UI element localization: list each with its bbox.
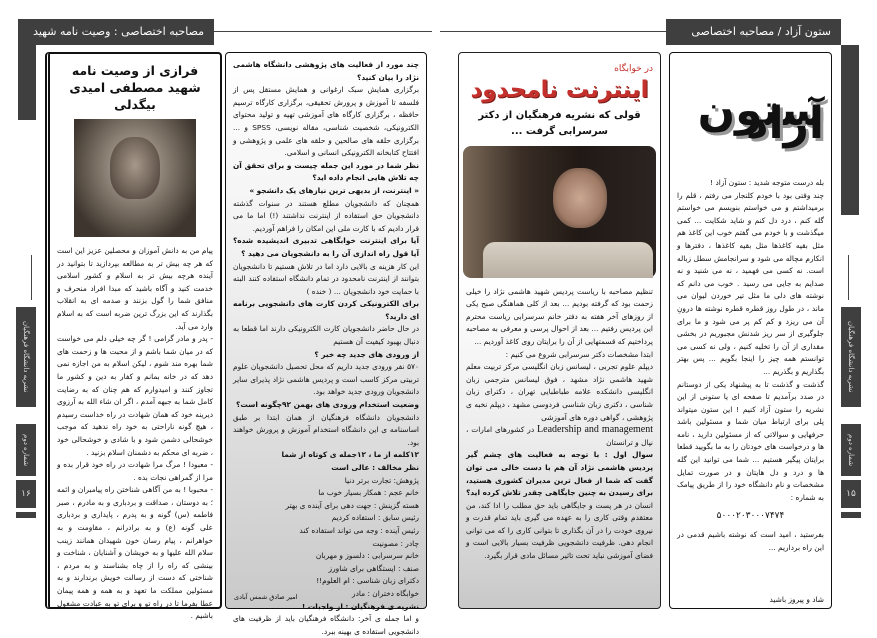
tab-text: شماره دوم [847, 433, 855, 467]
feature-paragraph: انسان در هر پست و جایگاهی باید حق مطلب را ادا کند، من معتقدم وقتی کاری را به عهده می گیری باید تمام قدرت و نیروی خودت را در آن بگذاری تا بتوانی کاری را که می توانی انجام دهی. ظرفیت دانشجویی ظرفیت بسیار بالایی است و فضای آموزشی نباید تحت تاثیر مسائل مادی قرار بگیرد. [466, 500, 653, 561]
interview-question: « اینترنت، از بدیهی ترین نیازهای یک دانشجو » [249, 185, 419, 195]
interview-photo-icon [463, 146, 656, 278]
feature-paragraph: دیپلم علوم تجربی ، لیسانس زبان انگلیسی مرکز تربیت معلم شهید هاشمی نژاد مشهد ، فوق لیسانس مترجمی زبان انگلیسی دانشکده علامه طباطبایی تهران ، دکترای زبان شناسی ، دکتری زبان شناسی فردوسی مشهد ، دیپلم نخبه ی پژوهشی ، گواهی دوره های آموزشی [466, 362, 653, 422]
feature-column [458, 52, 661, 609]
logo-text: ستون آزاد [697, 85, 824, 149]
page-number-text: ۱۵ [846, 489, 856, 499]
feature-text: در کشورهای امارات ، نپال و ترانستان [466, 425, 653, 447]
side-strip-left-top [18, 45, 36, 120]
side-rule-right [848, 255, 849, 300]
feature-paragraph: ابتدا مشخصات دکتر سرسرابی شروع می کنیم : [505, 349, 653, 359]
interview-answer: دانشجویان دانشگاه فرهنگیان از همان ابتدا بر طبق اساسنامه ی این دانشگاه استخدام آموزش و پرورش خواهند بود. [233, 412, 419, 447]
interview-continued-column [225, 52, 427, 636]
editorial-column [669, 52, 832, 609]
interview-answer: خوابگاه دختران : مادر [352, 588, 419, 598]
side-strip-right-top [841, 45, 859, 215]
editorial-paragraph: چند وقتی بود با خودم کلنجار می رفتم ، قلم را برمیداشتم و می خواستم بنویسم می خواستم گله کنم ، درد دل کنم و شاید شکایت ... کمی میگذشت و با خودم می گفتم خوب این کاغذ هم مثل بقیه کاغذها مثل بقیه کاغذها ، دفترها و انکارم مچاله می شود و سرانجامش سطل زباله است. نه کسی می فهمید ، نه می شنید و نه صدایم به جایی می رسید . خوب می دانم که نوشته های دلی ما مثل تیر خوردن لیوان می ماند ، در طول روز قطره قطره نوشته ها درونِ آن می ریزد و کم کم پر می شود و ما برای جلوگیری از سر ریز شدنش مجبوریم در بخشی مقداری از آن را تخلیه کنیم ، ولی نه کسی می توانستم همه چیز را اینجا بگویم ... پس بهتر بگذاریم و بگذریم ... [677, 190, 824, 376]
will-paragraph: - پدر و مادر گرامی ! گر چه خیلی دلم می خواست که در میان شما باشم و از محبت ها و زحمت های شما بهره مند شوم ، لیکن اسلام به من اجازه نمی دهد که در خانه بمانم و کفار به دین و کشور ما تجاوز کنند و امیدوارم که هم چنان که به رضایت کامل شما به جبهه آمدم ، اگر ان شاء الله به آرزوی دیرینه خود که همان شهادت در راه خداست رسیدم ، هیچ گونه ناراحتی به خود راه ندهید که موجب خوشحالی دشمن شود و با شادی و خوشحالی خود ، ضربه ای محکم به دشمنان اسلام بزنید . [57, 334, 213, 457]
editorial-paragraph: بله درست متوجه شدید : ستون آزاد ! [710, 178, 824, 187]
will-column [45, 52, 222, 621]
feature-kicker: در خوابگاه [614, 64, 653, 74]
tab-text: نشریه دانشگاه فرهنگیان [22, 321, 30, 393]
page-number-left [16, 478, 36, 508]
side-tab-publication-right [841, 305, 861, 407]
interview-answer: دکترای زبان شناسی : ام العلوم!! [316, 576, 419, 586]
header-rule-left [214, 31, 432, 32]
interview-answer: پژوهش: تجارت برتر دنیا [344, 475, 419, 485]
side-tab-cap-left [16, 510, 36, 518]
will-title: فرازی از وصیت نامه شهید مصطفی امیدی بیگدلی [69, 63, 201, 112]
tab-text: نشریه دانشگاه فرهنگیان [847, 321, 855, 393]
interview-answer: رئیس آینده : وجه می تواند استفاده کند [299, 525, 419, 535]
feature-paragraph [466, 424, 653, 449]
interview-question: نشریه ی فرهنگیان : از واجبات ! [301, 601, 419, 611]
page-number-text: ۱۶ [21, 489, 31, 499]
interview-qa-list [233, 59, 419, 638]
editorial-signature: شاد و پیروز باشید [769, 595, 824, 605]
interview-question: وضعیت استخدام ورودی های بهمن ۹۲چگونه است؟ [236, 400, 419, 410]
interview-question: ۱۲کلمه از ما ، ۱۲جمله ی کوتاه از شما [281, 450, 419, 460]
interview-answer: صنف : ایستگاهی برای شاورز [328, 563, 419, 573]
interview-question: نظر شما در مورد این جمله چیست و برای تحقق آن چه تلاش هایی انجام داده اید؟ [233, 160, 419, 183]
feature-paragraph: تنظیم مصاحبه با ریاست پردیس شهید هاشمی نژاد را خیلی زحمت بود که گرفته بودیم ... بعد از کلی هماهنگی صبح یکی از روزهای آخر هفته به دفتر خانم سرسرابی ریاست محترم این پردیس رفتیم ... بعد از احوال پرسی و معرفی به مصاحبه پرداختیم که قسمتهایی از آن را برایتان روی کاغذ آوردیم ... [466, 286, 653, 346]
interview-answer: همچنان که دانشجویان مطلع هستند در سنوات گذشته دانشجویان حق استفاده از اینترنت نداشتند (!) اما ما می قرار دادیم که با کارت ملی این امکان را فراهم آوردیم. [233, 198, 419, 233]
side-tab-cap-right [841, 510, 861, 518]
interview-question: نظر مخالف : عالی است [331, 463, 419, 472]
interview-answer: خانم سرسرابی : دلسوز و مهربان [315, 551, 419, 561]
interview-answer: ۵۷۰ نفر ورودی جدید داریم که محل تحصیل دانشجویان علوم تربیتی مرکز کاسب است و پردیس هاشمی نژاد پذیرای سایر دانشجویان ورودی جدید خواهد بود. [233, 362, 419, 397]
interview-question: آیا برای اینترنت خوابگاهی تدبیری اندیشیده شده؟ آیا قول راه اندازی آن را به دانشجویان می دهید ؟ [233, 236, 419, 258]
feature-body [466, 286, 653, 563]
interview-question: چند مورد از فعالیت های پژوهشی دانشگاه هاشمی نژاد را بیان کنید؟ [233, 60, 419, 82]
section-header-right: ستون آزاد / مصاحبه اختصاصی [666, 19, 841, 45]
interview-answer: در حال حاضر دانشجویان کارت الکترونیکی دارند اما قطعا به دنبال بهبود کیفیت آن هستیم [233, 324, 419, 347]
feature-title: اینترنت نامحدود [470, 76, 649, 103]
interview-question: برای الکترونیکی کردن کارت های دانشجویی برنامه ای دارید؟ [233, 299, 419, 321]
interview-answer: و اما جمله ی آخر: دانشگاه فرهنگیان باید از ظرفیت های دانشجویی استفاده ی بهینه ببرد. [233, 614, 419, 636]
portrait-photo-icon [74, 119, 196, 237]
interview-answer: برگزاری همایش سبک ارغوانی و همایش مستقل پس از فلسفه تا آموزش و پرورش تحقیقی، برگزاری کارگاه ترسیم حافظه ، برگزاری کارگاه های آموزشی تهیه و تولید محتوای الکترونیکی، شخصیت شناسی، مقاله نویسی، SPSS و ... برگزاری حلقه های صالحین و حلقه های علمی و پژوهشی و افتتاح کتابخانه الکترونیکی انسانی و اسلامی. [233, 85, 419, 158]
will-paragraph: پیام من به دانش آموزان و محصلین عزیز این است که هر چه بیش تر به مطالعه بپردازید تا بتوانید در آینده هرچه بیش تر به اسلام و کشور اسلامی خدمت کنید و آگاه باشید که مبدا افراد منحرف و منافق شما را گول بزنند و صدمه ای به انقلاب بگذارند که این بزرگ ترین ضربه است که به اسلام وارد می آید. [57, 246, 213, 331]
page-number-right [841, 478, 861, 508]
feature-question: سوال اول : با توجه به فعالیت های چشم گیر پردیس هاشمی نژاد آن هم با دست خالی می توان گفت که شما از فعال ترین مدیران کشوری هستید، برای رسیدن به چنین جایگاهی چقدر تلاش کرده اید؟ [466, 450, 653, 498]
header-rule-right [440, 31, 666, 32]
section-header-left: مصاحبه اختصاصی : وصیت نامه شهید [18, 19, 214, 45]
side-tab-issue-left [16, 422, 36, 476]
editorial-closing: بفرستید ، امید است که نوشته باشیم قدمی در این راه برداریم ... [677, 530, 824, 552]
author-signature: امیر صادق شمس آبادی [234, 593, 298, 602]
column-logo [677, 59, 824, 177]
interview-answer: چادر : مصونیت [372, 538, 419, 548]
interview-question: از ورودی های جدید چه خبر ؟ [314, 349, 419, 359]
english-phrase: Leadership and management [537, 424, 654, 436]
tab-text: شماره دوم [22, 433, 30, 467]
feature-subtitle: قولی که نشریه فرهنگیان از دکتر سرسرابی گرفت ... [478, 109, 641, 137]
side-rule-left [31, 255, 32, 300]
side-tab-issue-right [841, 422, 861, 476]
interview-answer: این کار هزینه ی بالایی دارد اما در تلاش هستیم تا دانشجویان بتوانند از اینترنت نامحدود در تمام دانشگاه استفاده کنند البته با حمایت خود دانشجویان ... ( خنده ) [233, 261, 419, 296]
interview-answer: رئیس سابق : استفاده کردیم [331, 513, 419, 523]
editorial-paragraph: گذشت و گذشت تا به پیشنهاد یکی از دوستانم در صدد برآمدیم تا صفحه ای یا ستونی از این نشریه را ستون آزاد کنیم ! این ستون میتواند پلی برای ارتباط میان شما و مسئولین باشد حرفهایی و سوالاتی که از مسئولین دارید ، نامه ها و درخواست های خودتان را به ما بگویید قطعا برایتان پیگیر هستیم ... شما می توانید این گله ها و درد و دل هایتان و در صورت تمایل مشخصات و نام دانشگاه خود را از طریق پیامک به شماره : [677, 379, 824, 502]
will-paragraph: - معبودا ! مرگ مرا شهادت در راه خود قرار بده و مرا از گمراهی نجات بده . [57, 460, 213, 482]
sms-number: ۵۰۰۰۲۰۳۰۰۰۷۴۷۴ [716, 511, 785, 522]
interview-answer: خانم عجم : همکار بسیار خوب ما [318, 488, 419, 498]
will-paragraph: - محبوبا ! به من آگاهی شناختن راه پیامبران و ائمه ؛ به دوستان ، صداقت و بردباری و به مادرم ، صبر فاطمه (س) گونه و به پدرم ، پایداری و بردباری علی گونه (ع) و به برادرانم ، مقاومت و به خواهرانم ، پیام رسان خون شهیدان همانند زینب سلام الله علیها و به خویشان و آشنایان ، شناخت و بینشی که راه را از چاه بشناسند و به مردم ، شناختی که دست از رسالت خویش برندارند و به مسئولین مملکت ما تعهد و به همه و همه پیمان عطا بفرما تا در راه تو و برای تو به عبادت مشغول باشیم . [57, 485, 213, 621]
interview-answer: هسته گزینش : جهت دهی برای آینده ی بهتر [285, 500, 419, 510]
side-tab-publication-left [16, 305, 36, 407]
